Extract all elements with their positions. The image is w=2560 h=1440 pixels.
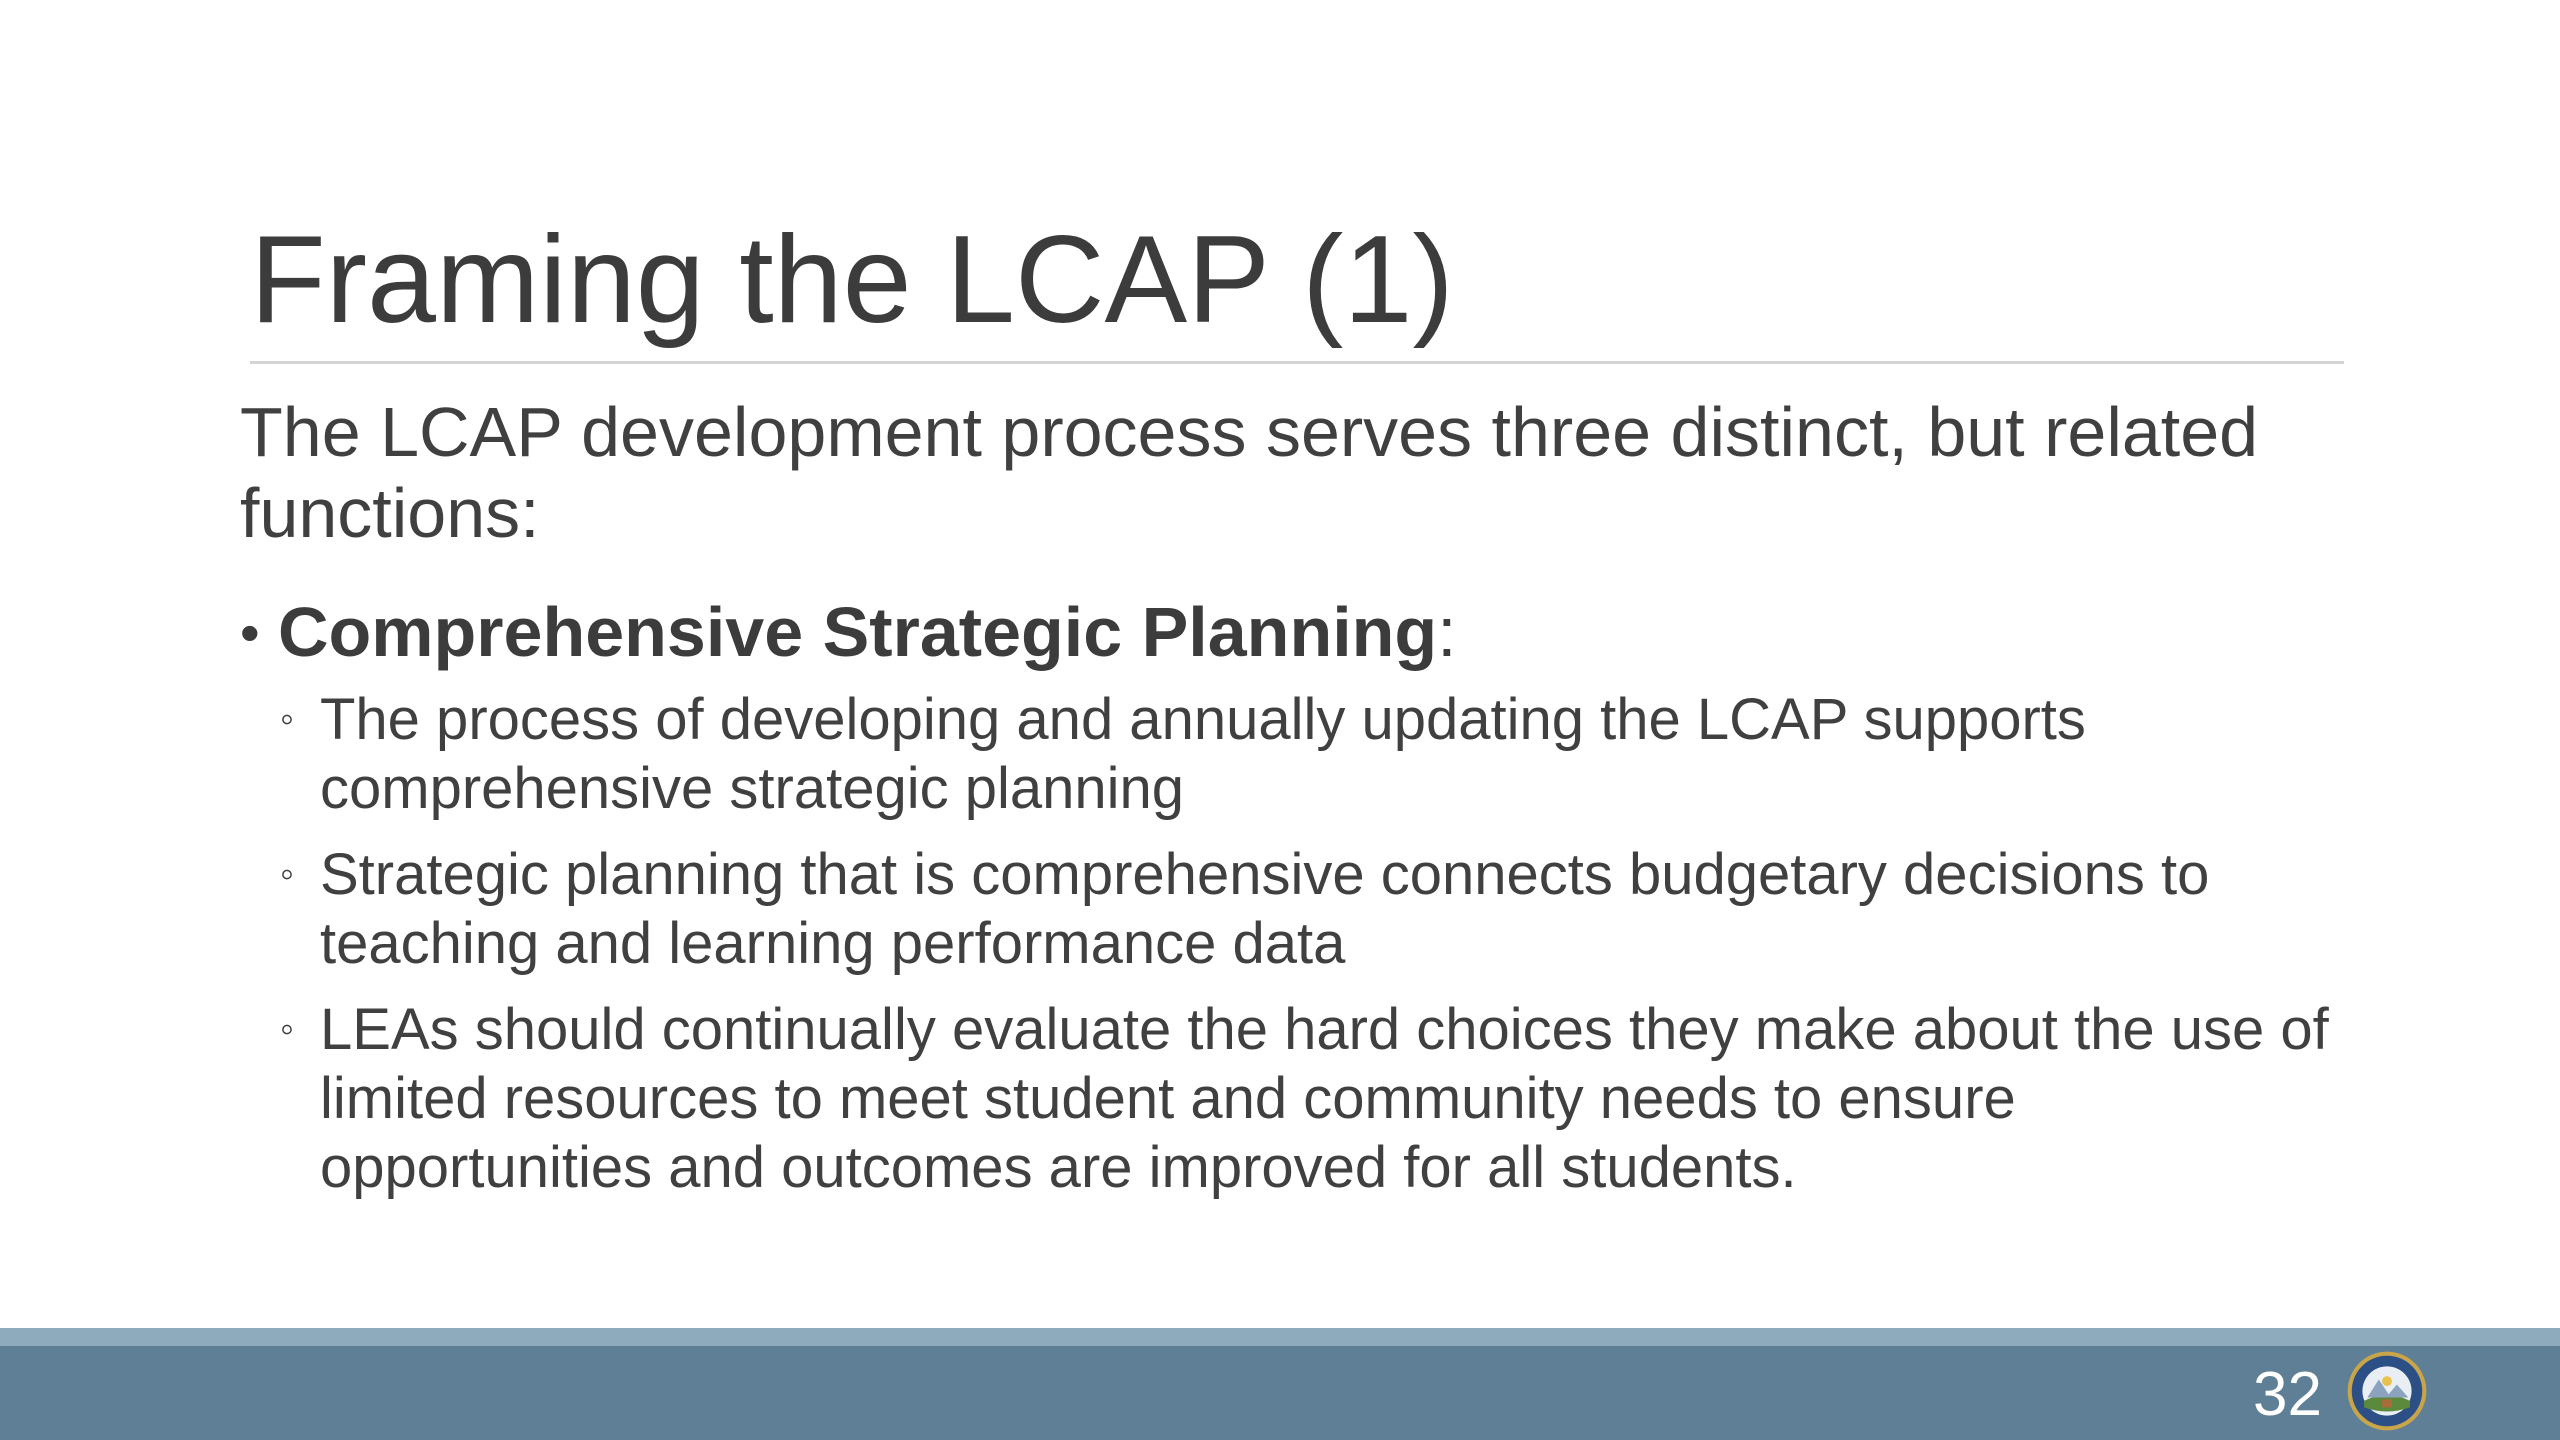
sub-bullet-text: LEAs should continually evaluate the hard choices they make about the use of limited resources to meet student and community needs to ensure opportunities and outcomes are improved for all students. (320, 997, 2329, 1200)
sub-bullet-marker: ◦ (280, 1007, 295, 1051)
sub-bullet-marker: ◦ (280, 697, 295, 741)
sub-bullet-marker: ◦ (280, 852, 295, 896)
slide-title: Framing the LCAP (1) (250, 211, 1454, 349)
title-divider (250, 361, 2344, 364)
sub-bullet-text: The process of developing and annually updating the LCAP supports comprehensive strategic planning (320, 687, 2086, 821)
bullet-marker: • (240, 601, 260, 664)
page-number: 32 (2253, 1360, 2322, 1429)
sub-bullet-text: Strategic planning that is comprehensive connects budgetary decisions to teaching and learning performance data (320, 842, 2210, 976)
sub-bullet-item (240, 685, 2350, 823)
sub-bullet-list (240, 685, 2350, 1202)
intro-text: The LCAP development process serves three distinct, but related functions: (240, 393, 2259, 552)
bullet-suffix: : (1437, 593, 1457, 671)
bullet-item (240, 592, 2350, 673)
sub-bullet-item (240, 995, 2350, 1202)
sub-bullet-item (240, 840, 2350, 978)
bullet-heading: Comprehensive Strategic Planning (278, 593, 1438, 671)
state-seal-icon (2346, 1350, 2428, 1432)
slide-body (240, 392, 2350, 1219)
footer-stripe (0, 1328, 2560, 1346)
footer-bar (0, 1346, 2560, 1440)
